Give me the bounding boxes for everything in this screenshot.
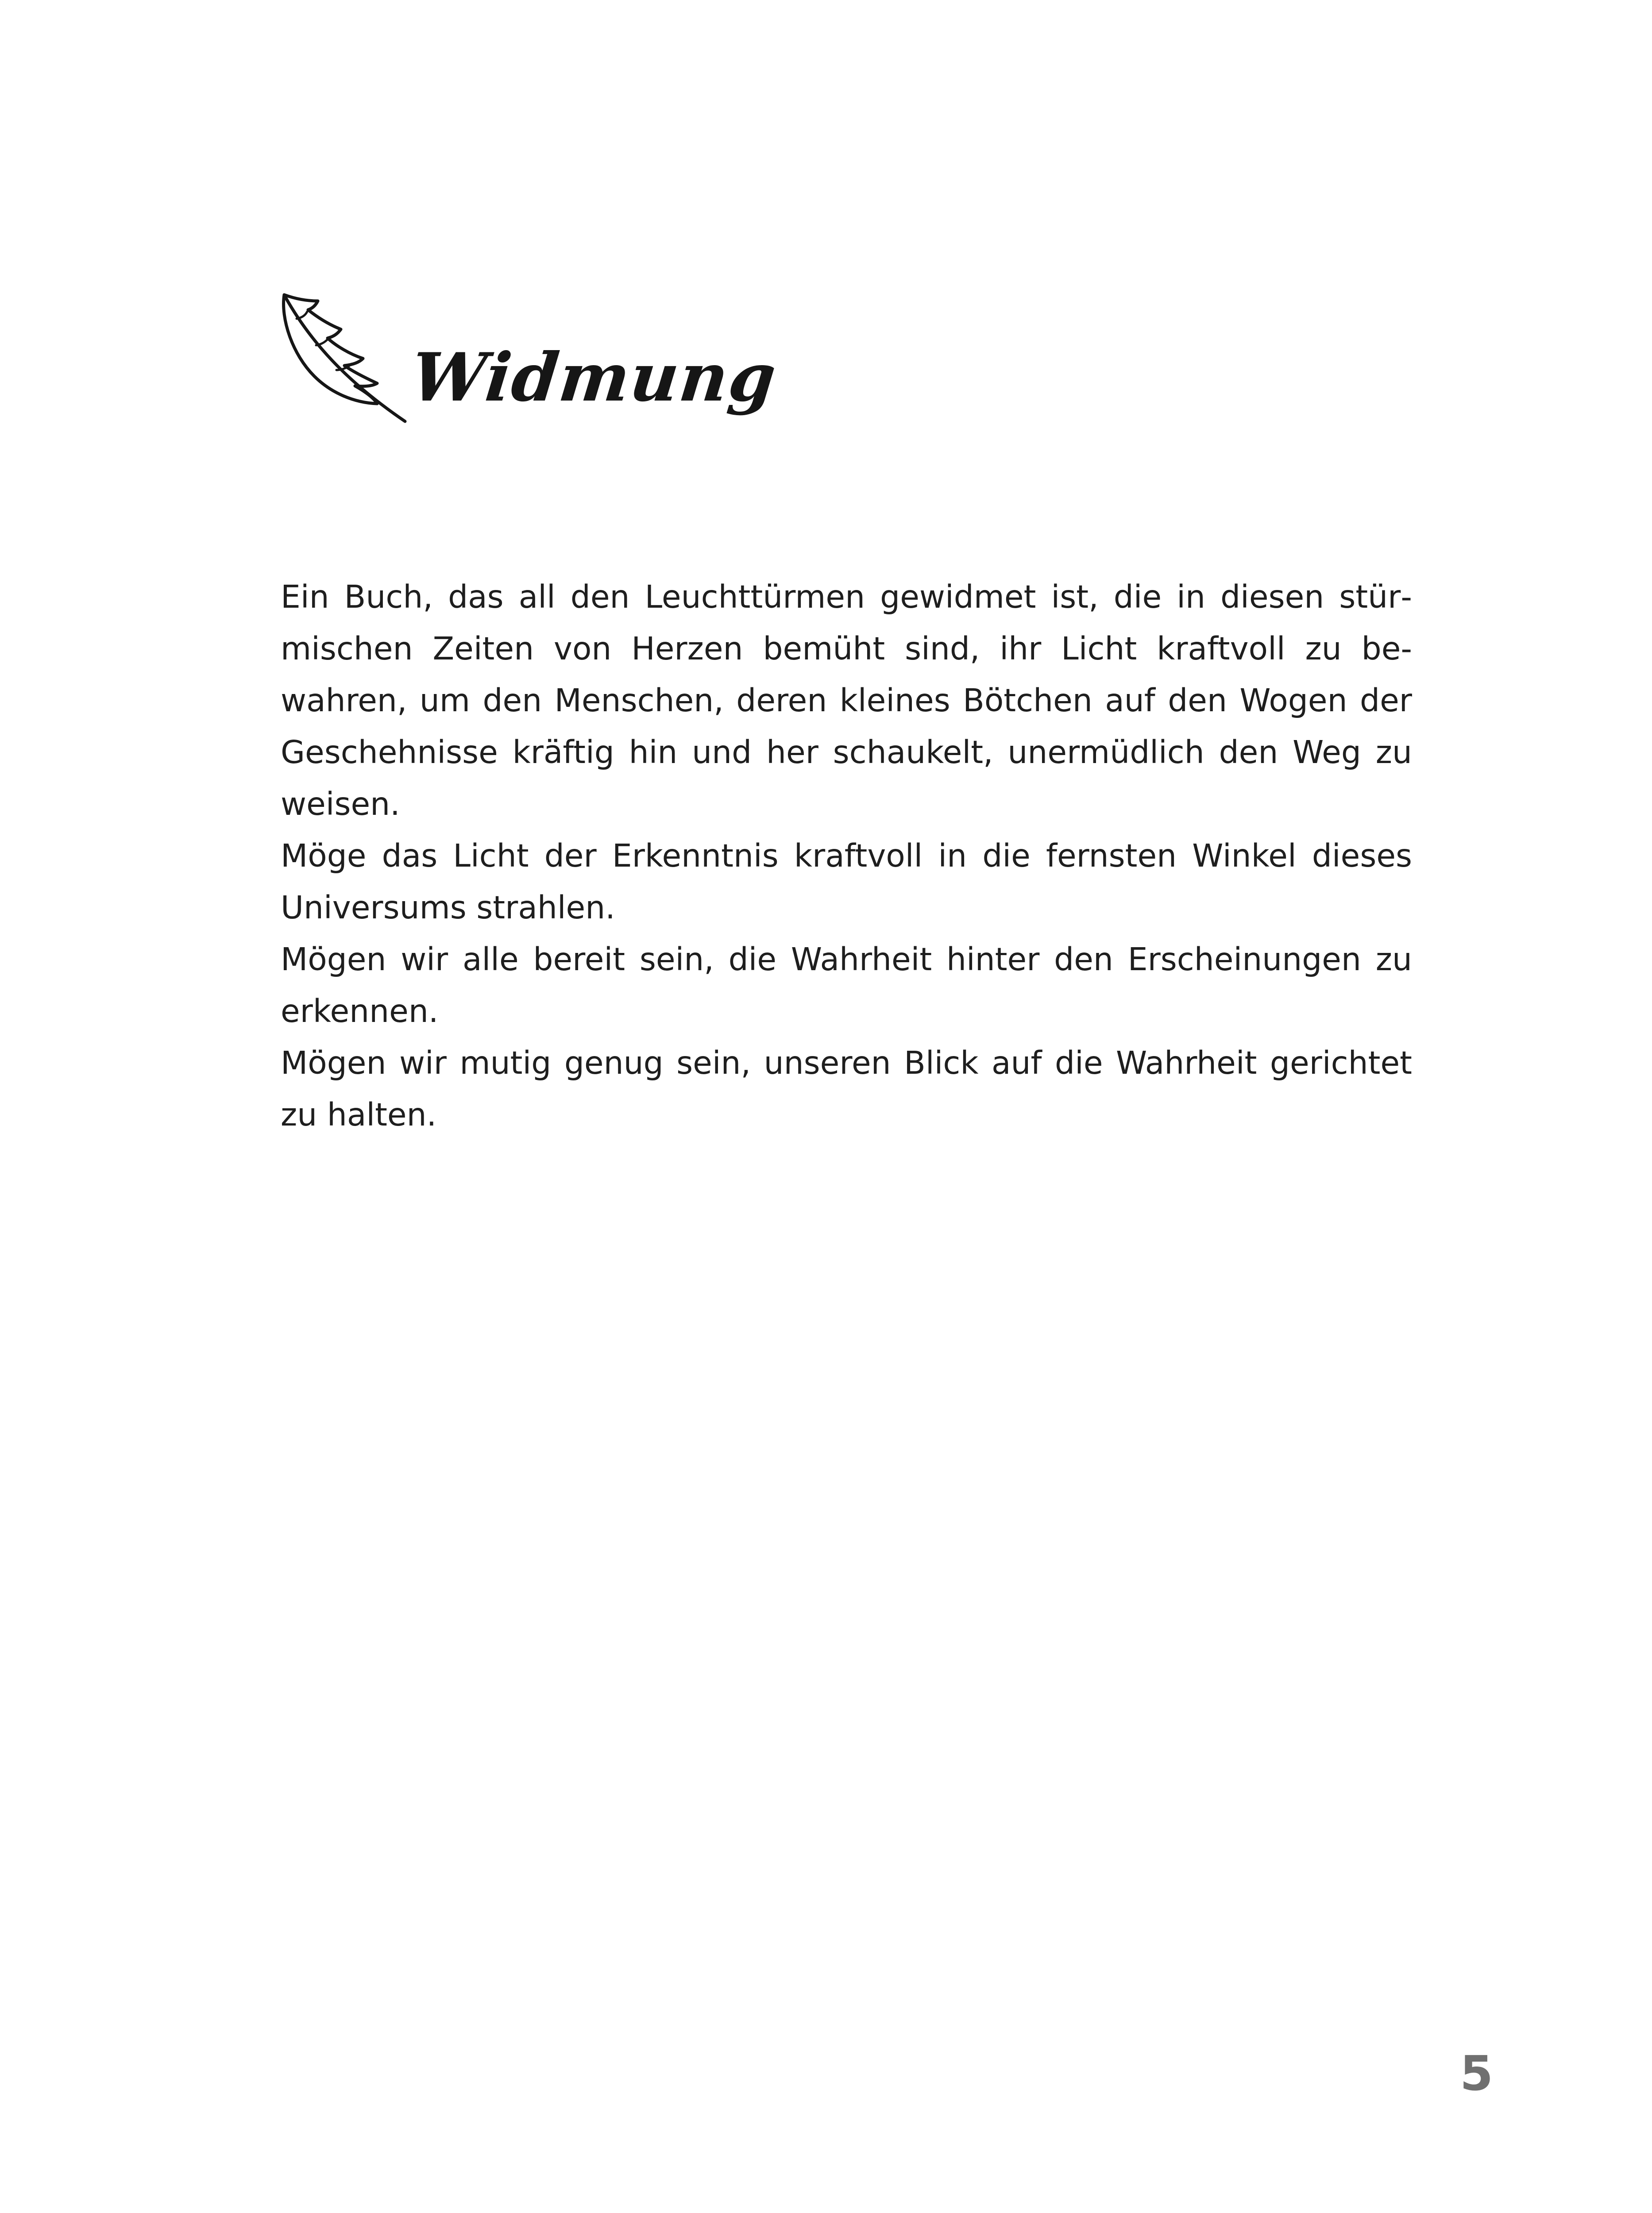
paragraph: Mögen wir alle bereit sein, die Wahrheit hinter den Erscheinungen zu erkennen. [281, 941, 1412, 1029]
paragraph: Ein Buch, das all den Leuchttürmen gewidmet ist, die in diesen stürmischen Zeiten von Herzen bemüht sind, ihr Licht kraftvoll zu bewahren, um den Menschen, deren kleines Bötchen auf den Wogen der Geschehnisse kräftig hin und her schaukelt, unermüdlich den Weg zu weisen. [281, 578, 1412, 822]
paragraph: Mögen wir mutig genug sein, unseren Blick auf die Wahrheit gerichtet zu halten. [281, 1045, 1412, 1133]
page-number: 5 [1460, 2046, 1494, 2101]
section-heading [279, 292, 780, 451]
paragraph: Möge das Licht der Erkenntnis kraftvoll in die fernsten Winkel dieses Universums strahlen. [281, 837, 1412, 926]
dedication-text [281, 571, 1412, 1141]
feather-icon [279, 292, 407, 425]
page-title: Widmung [407, 339, 780, 416]
